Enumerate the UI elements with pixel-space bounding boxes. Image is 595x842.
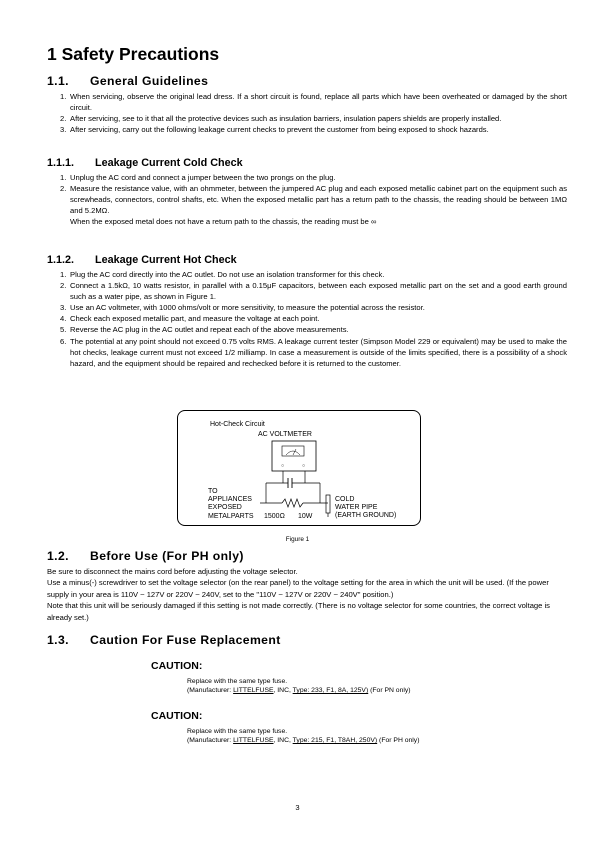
figure-title: Hot-Check Circuit xyxy=(210,421,265,428)
figure-caption: Figure 1 xyxy=(285,536,310,543)
section-heading: 1.3. Caution For Fuse Replacement xyxy=(47,633,281,647)
section-title: General Guidelines xyxy=(90,74,209,88)
list-item: 6. The potential at any point should not exceed 0.75 volts RMS. A leakage current tester (Simpson Model 229 or equivalent) may be used to make the hot checks, leakage current must not exceed 1/2 milliamp. In case a measurement is outside of the limits specified, there is a possibility of a shock hazard, and the equipment should be repaired and rechecked before it is returned to the customer. xyxy=(60,336,567,368)
meter-needle-arc xyxy=(286,451,300,455)
cold-check-list xyxy=(55,172,567,227)
subsection-heading: 1.1.1. Leakage Current Cold Check xyxy=(47,157,243,169)
hot-check-list xyxy=(55,269,567,369)
svg-text:TO: TO xyxy=(208,488,218,495)
svg-text:(EARTH GROUND): (EARTH GROUND) xyxy=(335,512,397,519)
svg-text:COLD: COLD xyxy=(335,496,355,503)
list-item: 3. After servicing, carry out the following leakage current checks to prevent the customer from being exposed to shock hazards. xyxy=(60,125,489,135)
svg-text:APPLIANCES: APPLIANCES xyxy=(208,496,252,503)
hot-check-circuit-figure xyxy=(177,410,421,526)
general-guidelines-list xyxy=(55,91,567,135)
list-item: 5. Reverse the AC plug in the AC outlet and repeat each of the above measurements. xyxy=(60,325,349,335)
list-item: 2. Measure the resistance value, with an ohmmeter, between the jumpered AC plug and each exposed metallic cabinet part on the equipment such as screwheads, connectors, control shafts, etc. When the exposed metallic part has a return path to the chassis, the reading should be between 1MΩ and 5.2MΩ. xyxy=(60,184,567,216)
caution-label: CAUTION: xyxy=(151,660,203,672)
svg-text:EXPOSED: EXPOSED xyxy=(208,504,242,511)
list-note: When the exposed metal does not have a return path to the chassis, the reading must be ∞ xyxy=(70,217,377,227)
section-heading xyxy=(47,74,208,88)
caution-fuse-spec: (Manufacturer: LITTELFUSE, INC, Type: 215, F1, T8AH, 250V) (For PH only) xyxy=(187,737,420,744)
paragraph: Use a minus(-) screwdriver to set the voltage selector (on the rear panel) to the voltage setting for the area in which the unit will be used. (If the power supply in your area is 110V ~ 127V or 220V ~ 240V, set to the "110V ~ 127V or 220V ~ 240V" position.) xyxy=(47,578,549,599)
caution-text: Replace with the same type fuse. xyxy=(187,728,288,735)
meter-label: AC VOLTMETER xyxy=(258,431,312,438)
list-item: 1. Plug the AC cord directly into the AC outlet. Do not use an isolation transformer for this check. xyxy=(60,270,385,279)
before-use-text xyxy=(47,566,567,623)
section-number: 1.1. xyxy=(47,74,69,88)
svg-text:METALPARTS: METALPARTS xyxy=(208,513,254,520)
list-item: 2. After servicing, see to it that all the protective devices such as insulation barriers, insulation papers shields are properly installed. xyxy=(60,114,502,124)
caution-text: Replace with the same type fuse. xyxy=(187,678,288,685)
page-title: 1 Safety Precautions xyxy=(47,44,220,64)
list-item: 1. When servicing, observe the original lead dress. If a short circuit is found, replace all parts which have been overheated or damaged by the short circuit. xyxy=(60,92,567,113)
section-heading: 1.2. Before Use (For PH only) xyxy=(47,549,244,563)
water-pipe-symbol xyxy=(326,495,330,513)
page-number: 3 xyxy=(295,803,300,812)
list-item: 3. Use an AC voltmeter, with 1000 ohms/volt or more sensitivity, to measure the potential across the resistor. xyxy=(60,303,425,313)
meter-needle xyxy=(293,449,296,455)
paragraph: Note that this unit will be seriously damaged if this setting is not made correctly. (There is no voltage selector for some countries, the correct voltage is already set.) xyxy=(47,601,550,622)
caution-fuse-spec: (Manufacturer: LITTELFUSE, INC, Type: 233, F1, 8A, 125V) (For PN only) xyxy=(187,687,411,694)
subsection-heading: 1.1.2. Leakage Current Hot Check xyxy=(47,254,237,266)
list-item: 2. Connect a 1.5kΩ, 10 watts resistor, in parallel with a 0.15μF capacitors, between each exposed metallic part on the set and a good earth ground such as a water pipe, as shown in Figure 1. xyxy=(60,281,567,302)
paragraph: Be sure to disconnect the mains cord before adjusting the voltage selector. xyxy=(47,567,298,576)
list-item: 4. Check each exposed metallic part, and measure the voltage at each point. xyxy=(60,314,320,324)
list-item: 1. Unplug the AC cord and connect a jumper between the two prongs on the plug. xyxy=(60,173,336,182)
caution-label: CAUTION: xyxy=(151,710,203,722)
circuit-diagram xyxy=(178,411,420,525)
resistor-value: 1500Ω xyxy=(264,513,285,520)
svg-text:○: ○ xyxy=(302,463,306,469)
resistor-symbol xyxy=(282,499,303,507)
resistor-wattage: 10W xyxy=(298,513,313,520)
svg-text:○: ○ xyxy=(281,463,285,469)
svg-text:WATER PIPE: WATER PIPE xyxy=(335,504,378,511)
